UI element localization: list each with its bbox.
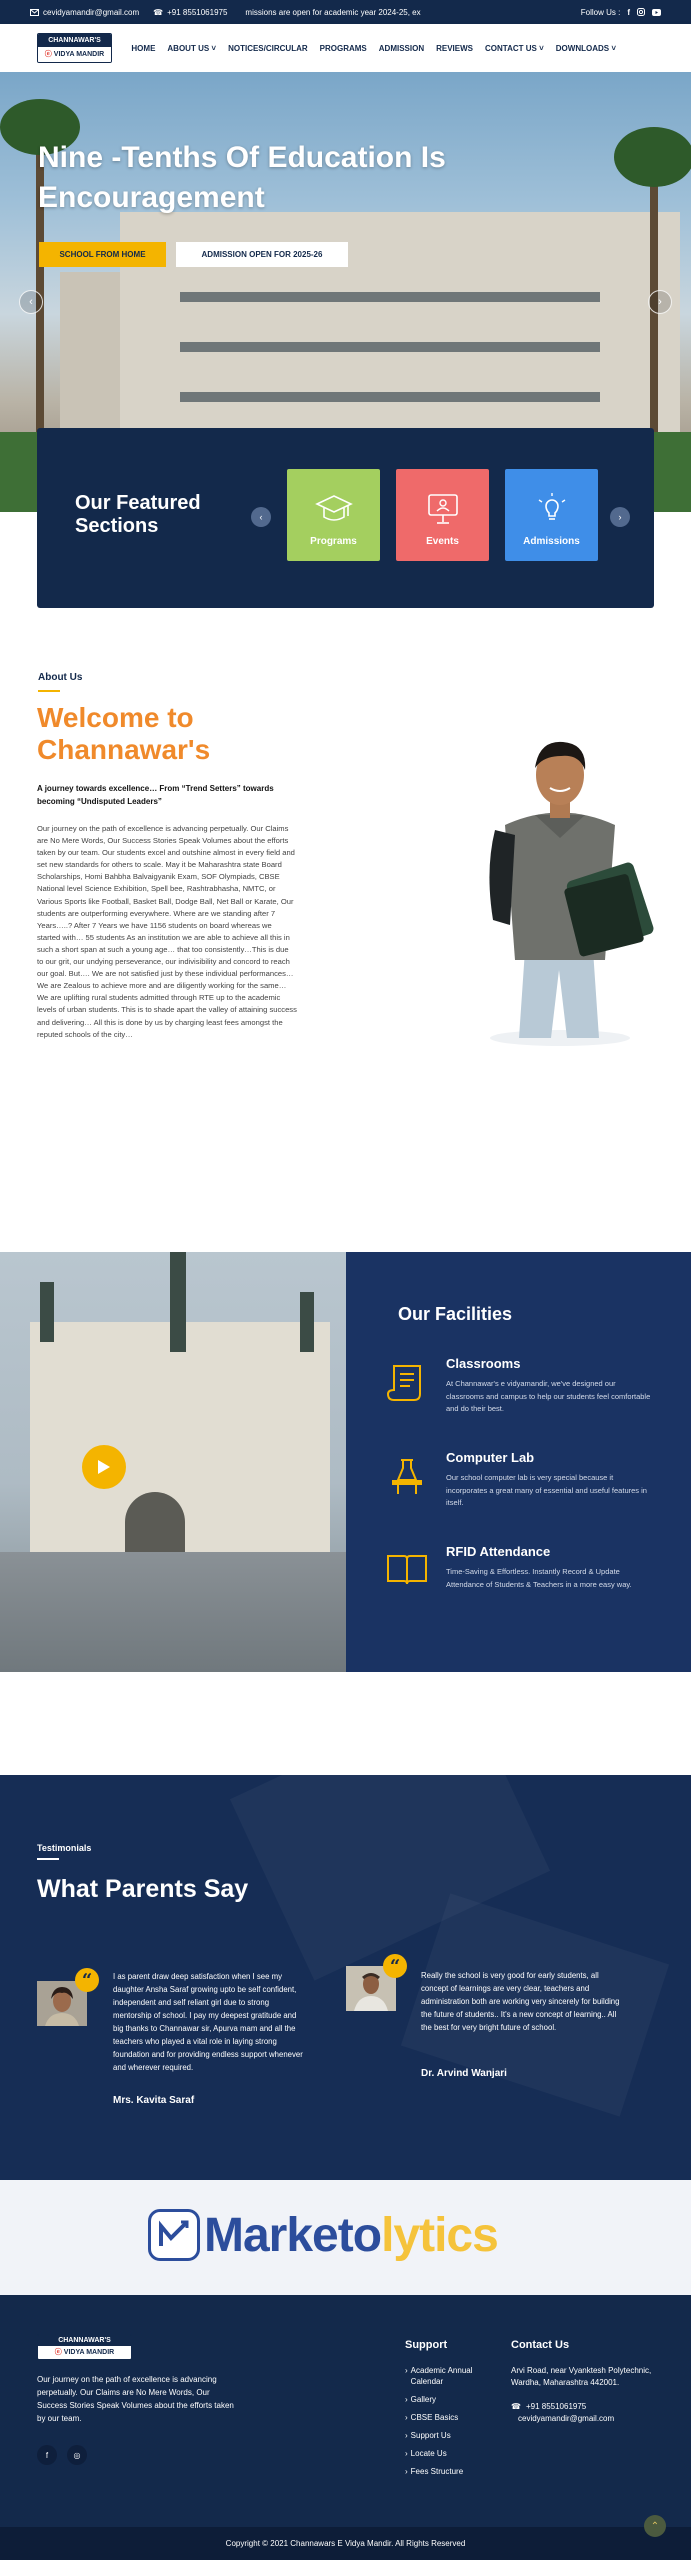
announcement-ticker: missions are open for academic year 2024-25, ex bbox=[245, 7, 421, 17]
email-text: cevidyamandir@gmail.com bbox=[43, 7, 140, 17]
tower-center bbox=[170, 1252, 186, 1352]
chevron-right-icon: › bbox=[405, 2395, 408, 2404]
about-subtitle: A journey towards excellence… From “Trend Setters” towards becoming “Undisputed Leaders” bbox=[37, 784, 274, 806]
footer-link-calendar[interactable] bbox=[405, 2365, 505, 2387]
testimonials-title: What Parents Say bbox=[37, 1875, 249, 1903]
lab-icon bbox=[386, 1456, 428, 1496]
footer-link-support-us[interactable] bbox=[405, 2430, 505, 2441]
copyright-bar bbox=[0, 2527, 691, 2560]
support-links bbox=[405, 2365, 505, 2484]
footer-logo[interactable] bbox=[37, 2334, 132, 2360]
follow-label: Follow Us : bbox=[580, 7, 621, 17]
featured-card-admissions[interactable] bbox=[505, 469, 598, 561]
marketolytics-logo[interactable] bbox=[148, 2206, 538, 2264]
hero-prev-arrow-icon[interactable]: ‹ bbox=[19, 290, 43, 314]
featured-card-label: Admissions bbox=[523, 536, 580, 547]
footer-link-label: Gallery bbox=[410, 2395, 437, 2404]
tower-right bbox=[300, 1292, 314, 1352]
admission-open-button[interactable]: ADMISSION OPEN FOR 2025-26 bbox=[176, 242, 348, 267]
facility-title: Classrooms bbox=[446, 1356, 521, 1371]
featured-title: Our Featured Sections bbox=[75, 492, 201, 537]
logo-e-icon: ⓔ bbox=[54, 2349, 62, 2356]
footer-link-label: CBSE Basics bbox=[410, 2413, 459, 2422]
logo-line2-wrap bbox=[38, 2346, 131, 2359]
instagram-icon[interactable] bbox=[637, 8, 645, 16]
testimonial-text: I as parent draw deep satisfaction when I see my daughter Ansha Saraf growing upto be self confident, independent and self reliant girl due to strong mentorship of school. I pay my deepest gratitude and big thanks to Channawar sir, Apurva mam and all the teachers who played a vital role in laying strong foundation and for providing endless support whenever and wherever required. bbox=[113, 1972, 303, 2072]
scroll-to-top-button[interactable] bbox=[644, 2515, 666, 2537]
footer-link-label: Support Us bbox=[410, 2431, 451, 2440]
building-window-band bbox=[180, 392, 600, 402]
footer bbox=[0, 2295, 691, 2527]
logo-word-2: lytics bbox=[381, 2208, 498, 2262]
testimonials-label: Testimonials bbox=[37, 1843, 92, 1853]
support-heading: Support bbox=[405, 2339, 448, 2351]
youtube-icon[interactable] bbox=[652, 9, 661, 16]
logo-line1: CHANNAWAR'S bbox=[38, 34, 111, 47]
play-icon bbox=[97, 1459, 111, 1475]
chevron-right-icon: › bbox=[405, 2366, 408, 2375]
logo-word-1: Marketo bbox=[204, 2208, 382, 2262]
footer-link-fees[interactable] bbox=[405, 2466, 505, 2477]
contact-phone[interactable] bbox=[511, 2401, 661, 2413]
instagram-icon[interactable]: ◎ bbox=[67, 2445, 87, 2465]
facebook-icon[interactable]: f bbox=[627, 7, 630, 17]
nav-contact-us[interactable]: CONTACT US ˅ bbox=[485, 43, 544, 53]
footer-link-cbse-basics[interactable] bbox=[405, 2412, 505, 2423]
quote-icon: “ bbox=[75, 1968, 99, 1992]
footer-link-label: Fees Structure bbox=[410, 2467, 464, 2476]
testimonial-text: Really the school is very good for early students, all concept of learnings are very clear, teachers and administration both are working very sincerely for building the future of students.. It's a new concept of learning.. All the best for very bright future of school. bbox=[421, 1971, 620, 2032]
featured-next-arrow-icon[interactable]: › bbox=[610, 507, 630, 527]
featured-card-label: Programs bbox=[310, 536, 357, 547]
footer-link-locate-us[interactable] bbox=[405, 2448, 505, 2459]
testimonial-name: Mrs. Kavita Saraf bbox=[113, 2095, 195, 2106]
nav-admission[interactable]: ADMISSION bbox=[378, 43, 425, 53]
chevron-right-icon: › bbox=[405, 2431, 408, 2440]
sponsor-banner bbox=[0, 2180, 691, 2295]
school-logo[interactable] bbox=[37, 33, 112, 63]
top-bar bbox=[0, 0, 691, 24]
nav-notices[interactable]: NOTICES/CIRCULAR bbox=[228, 43, 308, 53]
graduation-cap-icon bbox=[315, 492, 353, 526]
footer-about: Our journey on the path of excellence is advancing perpetually. Our Claims are No Mere Words, Our Success Stories Speak Volumes about the efforts taken by our team. bbox=[37, 2375, 234, 2423]
square-pavement bbox=[0, 1552, 346, 1672]
footer-link-gallery[interactable] bbox=[405, 2394, 505, 2405]
facility-text: At Channawar's e vidyamandir, we've designed our classrooms and campus to help our students feel comfortable and do their best. bbox=[446, 1379, 651, 1413]
lightbulb-icon bbox=[533, 492, 571, 526]
contact-heading: Contact Us bbox=[511, 2339, 570, 2351]
about-divider bbox=[38, 690, 60, 692]
chevron-right-icon: › bbox=[405, 2467, 408, 2476]
facilities-title: Our Facilities bbox=[398, 1304, 513, 1324]
email-contact[interactable] bbox=[30, 8, 139, 17]
facade-arch bbox=[125, 1492, 185, 1552]
phone-contact[interactable] bbox=[153, 8, 227, 17]
nav-menu bbox=[131, 44, 616, 53]
school-from-home-button[interactable]: SCHOOL FROM HOME bbox=[39, 242, 166, 267]
facility-text: Time-Saving & Effortless. Instantly Record & Update Attendance of Students & Teachers in a more easy way. bbox=[446, 1567, 632, 1589]
phone-icon: ☎ bbox=[511, 2402, 521, 2411]
book-icon bbox=[386, 1550, 428, 1590]
hero-title: Nine -Tenths Of Education Is Encouragement bbox=[38, 141, 446, 214]
logo-line2: VIDYA MANDIR bbox=[63, 2349, 115, 2356]
testimonial-name: Dr. Arvind Wanjari bbox=[421, 2068, 507, 2079]
student-image bbox=[455, 720, 665, 1050]
featured-card-events[interactable] bbox=[396, 469, 489, 561]
facility-title: RFID Attendance bbox=[446, 1544, 551, 1559]
facebook-icon[interactable]: f bbox=[37, 2445, 57, 2465]
hero-next-arrow-icon[interactable]: › bbox=[648, 290, 672, 314]
testimonials-divider bbox=[37, 1858, 59, 1860]
chevron-up-icon: ⌃ bbox=[650, 2520, 660, 2532]
chevron-right-icon: › bbox=[405, 2449, 408, 2458]
building-window-band bbox=[180, 292, 600, 302]
featured-prev-arrow-icon[interactable]: ‹ bbox=[251, 507, 271, 527]
featured-sections bbox=[37, 428, 654, 608]
main-navbar bbox=[0, 24, 691, 72]
about-label: About Us bbox=[38, 672, 83, 683]
testimonials-section bbox=[0, 1775, 691, 2180]
tower-left bbox=[40, 1282, 54, 1342]
nav-reviews[interactable]: REVIEWS bbox=[436, 43, 474, 53]
marketolytics-icon bbox=[148, 2209, 200, 2261]
copyright-text: Copyright © 2021 Channawars E Vidya Mandir. All Rights Reserved bbox=[225, 2539, 466, 2548]
logo-line1: CHANNAWAR'S bbox=[38, 2335, 131, 2346]
phone-icon: ☎ bbox=[153, 7, 164, 17]
play-video-button[interactable] bbox=[82, 1445, 126, 1489]
logo-line2-wrap bbox=[38, 47, 111, 62]
contact-address: Arvi Road, near Vyanktesh Polytechnic, Wardha, Maharashtra 442001. bbox=[511, 2366, 652, 2387]
footer-link-label: Locate Us bbox=[410, 2449, 447, 2458]
footer-link-label: Academic Annual Calendar bbox=[410, 2366, 473, 2386]
quote-icon: “ bbox=[383, 1954, 407, 1978]
palm-tree-right bbox=[600, 72, 691, 432]
facility-text: Our school computer lab is very special because it incorporates a great many of essential and useful features in itself. bbox=[446, 1473, 647, 1507]
facilities-panel bbox=[346, 1252, 691, 1672]
logo-e-icon: ⓔ bbox=[44, 51, 52, 58]
social-follow bbox=[581, 8, 661, 17]
facility-title: Computer Lab bbox=[446, 1450, 535, 1465]
facilities-video-panel bbox=[0, 1252, 346, 1672]
presentation-icon bbox=[424, 492, 462, 526]
about-title: Welcome to Channawar's bbox=[37, 702, 211, 765]
mail-icon bbox=[30, 9, 39, 16]
nav-about-us[interactable]: ABOUT US ˅ bbox=[167, 43, 217, 53]
nav-programs[interactable]: PROGRAMS bbox=[319, 43, 367, 53]
logo-line2: VIDYA MANDIR bbox=[53, 51, 105, 58]
featured-card-programs[interactable] bbox=[287, 469, 380, 561]
scroll-icon bbox=[386, 1362, 428, 1402]
nav-downloads[interactable]: DOWNLOADS ˅ bbox=[555, 43, 616, 53]
building-window-band bbox=[180, 342, 600, 352]
nav-home[interactable]: HOME bbox=[131, 43, 156, 53]
contact-phone-text: +91 8551061975 bbox=[525, 2402, 587, 2411]
contact-email[interactable]: cevidyamandir@gmail.com bbox=[518, 2414, 615, 2423]
featured-card-label: Events bbox=[426, 536, 459, 547]
contact-details bbox=[511, 2365, 661, 2425]
chevron-right-icon: › bbox=[405, 2413, 408, 2422]
about-body: Our journey on the path of excellence is advancing perpetually. Our Claims are No Mere Words, Our Success Stories Speak Volumes about the efforts taken by our team. Our students excel and outshine almost in every field and set new standards for others to scale. May it be Maharashtra state Board Scholarships, Homi Bahbha Balvaigyanik Exam, SOF Olympiads, CBSE National level Science Exhibition, Spell bee, Rashtrabhasha, NMTC, or Various Sports like Football, Basket Ball, Dodge Ball, Net Ball or Karate, Our students are outperforming everywhere. Where are we standing after 7 Years…..? After 7 Years we have 1156 students on board whereas we started with… 55 students As an institution we are able to achieve all this in such a short span at such a young age… that too consistently…This is due to our grit, our undying perseverance, our indivisibility and concord to reach our goal. But…. We are not satisfied just by these individual performances… We are Zealous to achieve more and are diligently working for the same… We are uplifting rural students admitted through RTE up to the academic levels of urban students. This is to shade apart the valley of attaining success and delivering… All this is done by us by charging least fees amongst the reputed schools of the city… bbox=[37, 824, 297, 1039]
phone-text: +91 8551061975 bbox=[167, 7, 228, 17]
